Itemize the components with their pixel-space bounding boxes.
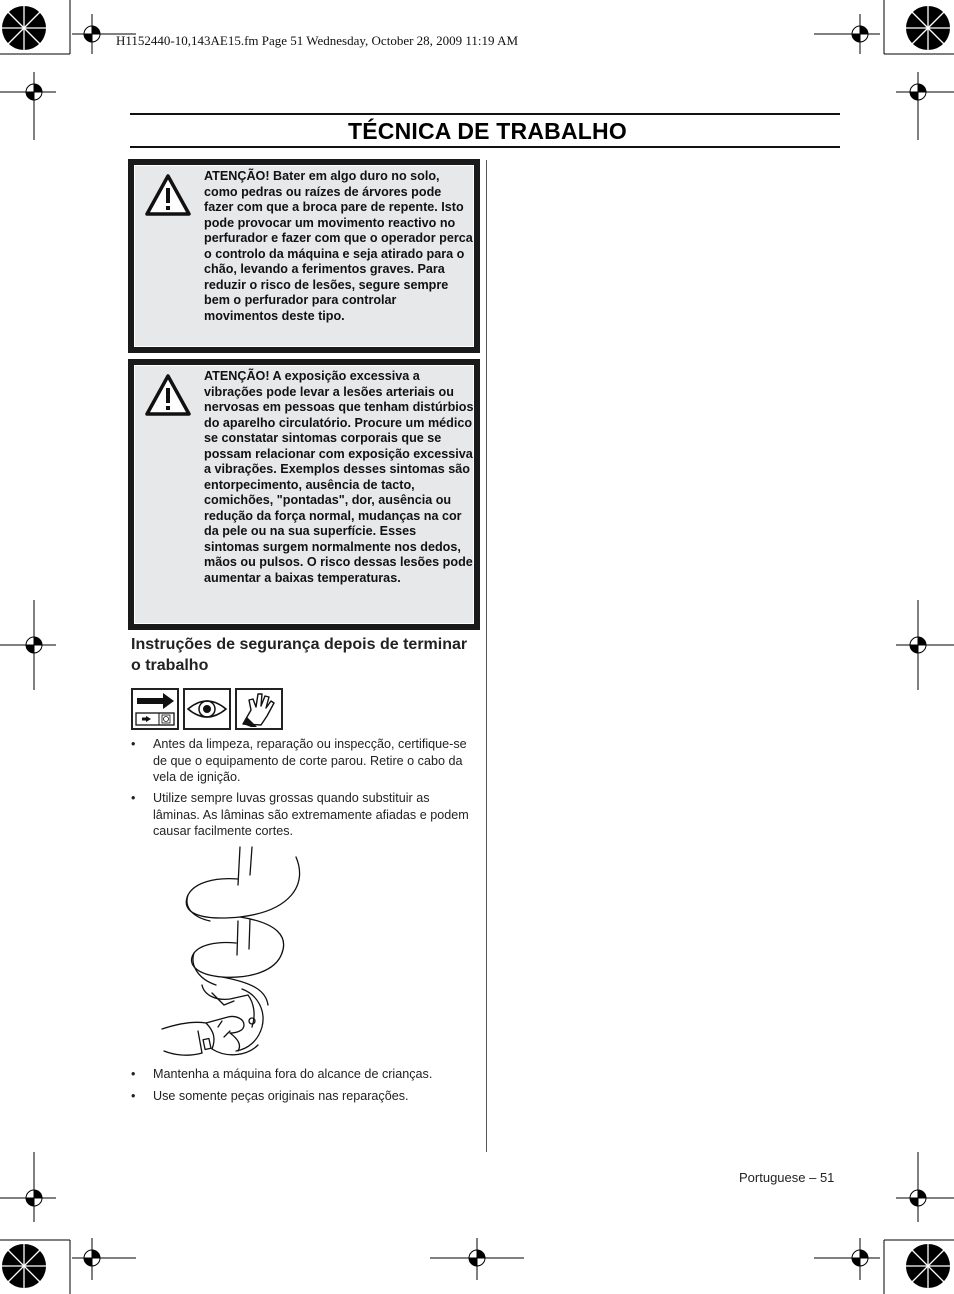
warning-box-vibration: [128, 359, 480, 630]
page-title: TÉCNICA DE TRABALHO: [348, 118, 627, 144]
warning-triangle-icon: [144, 173, 192, 217]
warning-box-impact: [128, 159, 480, 353]
column-divider: [486, 160, 487, 1152]
protective-glove-icon: [235, 688, 283, 730]
list-item-text: Mantenha a máquina fora do alcance de crianças.: [153, 1067, 433, 1081]
page-footer: Portuguese – 51: [739, 1170, 835, 1185]
bullet-marker: •: [131, 1067, 136, 1081]
warning-triangle-icon: [144, 373, 192, 417]
list-item: [131, 1066, 476, 1084]
stop-engine-icon: [131, 688, 179, 730]
section-heading: Instruções de segurança depois de terminar o trabalho: [131, 636, 468, 674]
list-item: [131, 1088, 476, 1106]
list-item: [131, 736, 476, 788]
bullet-marker: •: [131, 1089, 136, 1103]
list-item-text: Use somente peças originais nas reparações.: [153, 1089, 409, 1103]
list-item-text: Utilize sempre luvas grossas quando substituir as lâminas. As lâminas são extremamente afiadas e podem causar facilmente cortes.: [153, 791, 469, 838]
warning-text: ATENÇÃO! A exposição excessiva a vibrações pode levar a lesões arteriais ou nervosas em pessoas que tenham distúrbios do aparelho circulatório. Procure um médico se constatar sintomas corporais que se possam relacionar com exposição excessiva a vibrações. Exemplos desses sintomas são entorpecimento, ausência de tacto, comichões, "pontadas", dor, ausência ou redução da força normal, mudanças na cor da pele ou na sua superfície. Esses sintomas surgem normalmente nos dedos, mãos ou pulsos. O risco dessas lesões pode aumentar a baixas temperaturas.: [204, 369, 474, 585]
bullet-marker: •: [131, 737, 136, 751]
list-item-text: Antes da limpeza, reparação ou inspecção, certifique-se de que o equipamento de corte parou. Retire o cabo da vela de ignição.: [153, 737, 467, 784]
print-header: H1152440-10,143AE15.fm Page 51 Wednesday, October 28, 2009 11:19 AM: [116, 33, 519, 48]
auger-blade-with-gloved-hand-illustration: [158, 845, 308, 1063]
warning-text: ATENÇÃO! Bater em algo duro no solo, como pedras ou raízes de árvores pode fazer com que a broca pare de repente. Isto pode provocar um movimento reactivo no perfurador e fazer com que o operador perca o controlo da máquina e seja atirado para o chão, levando a ferimentos graves. Para reduzir o risco de lesões, segure sempre bem o perfurador para controlar movimentos deste tipo.: [204, 169, 473, 323]
eye-protection-icon: [183, 688, 231, 730]
bullet-marker: •: [131, 791, 136, 805]
list-item: [131, 790, 476, 842]
